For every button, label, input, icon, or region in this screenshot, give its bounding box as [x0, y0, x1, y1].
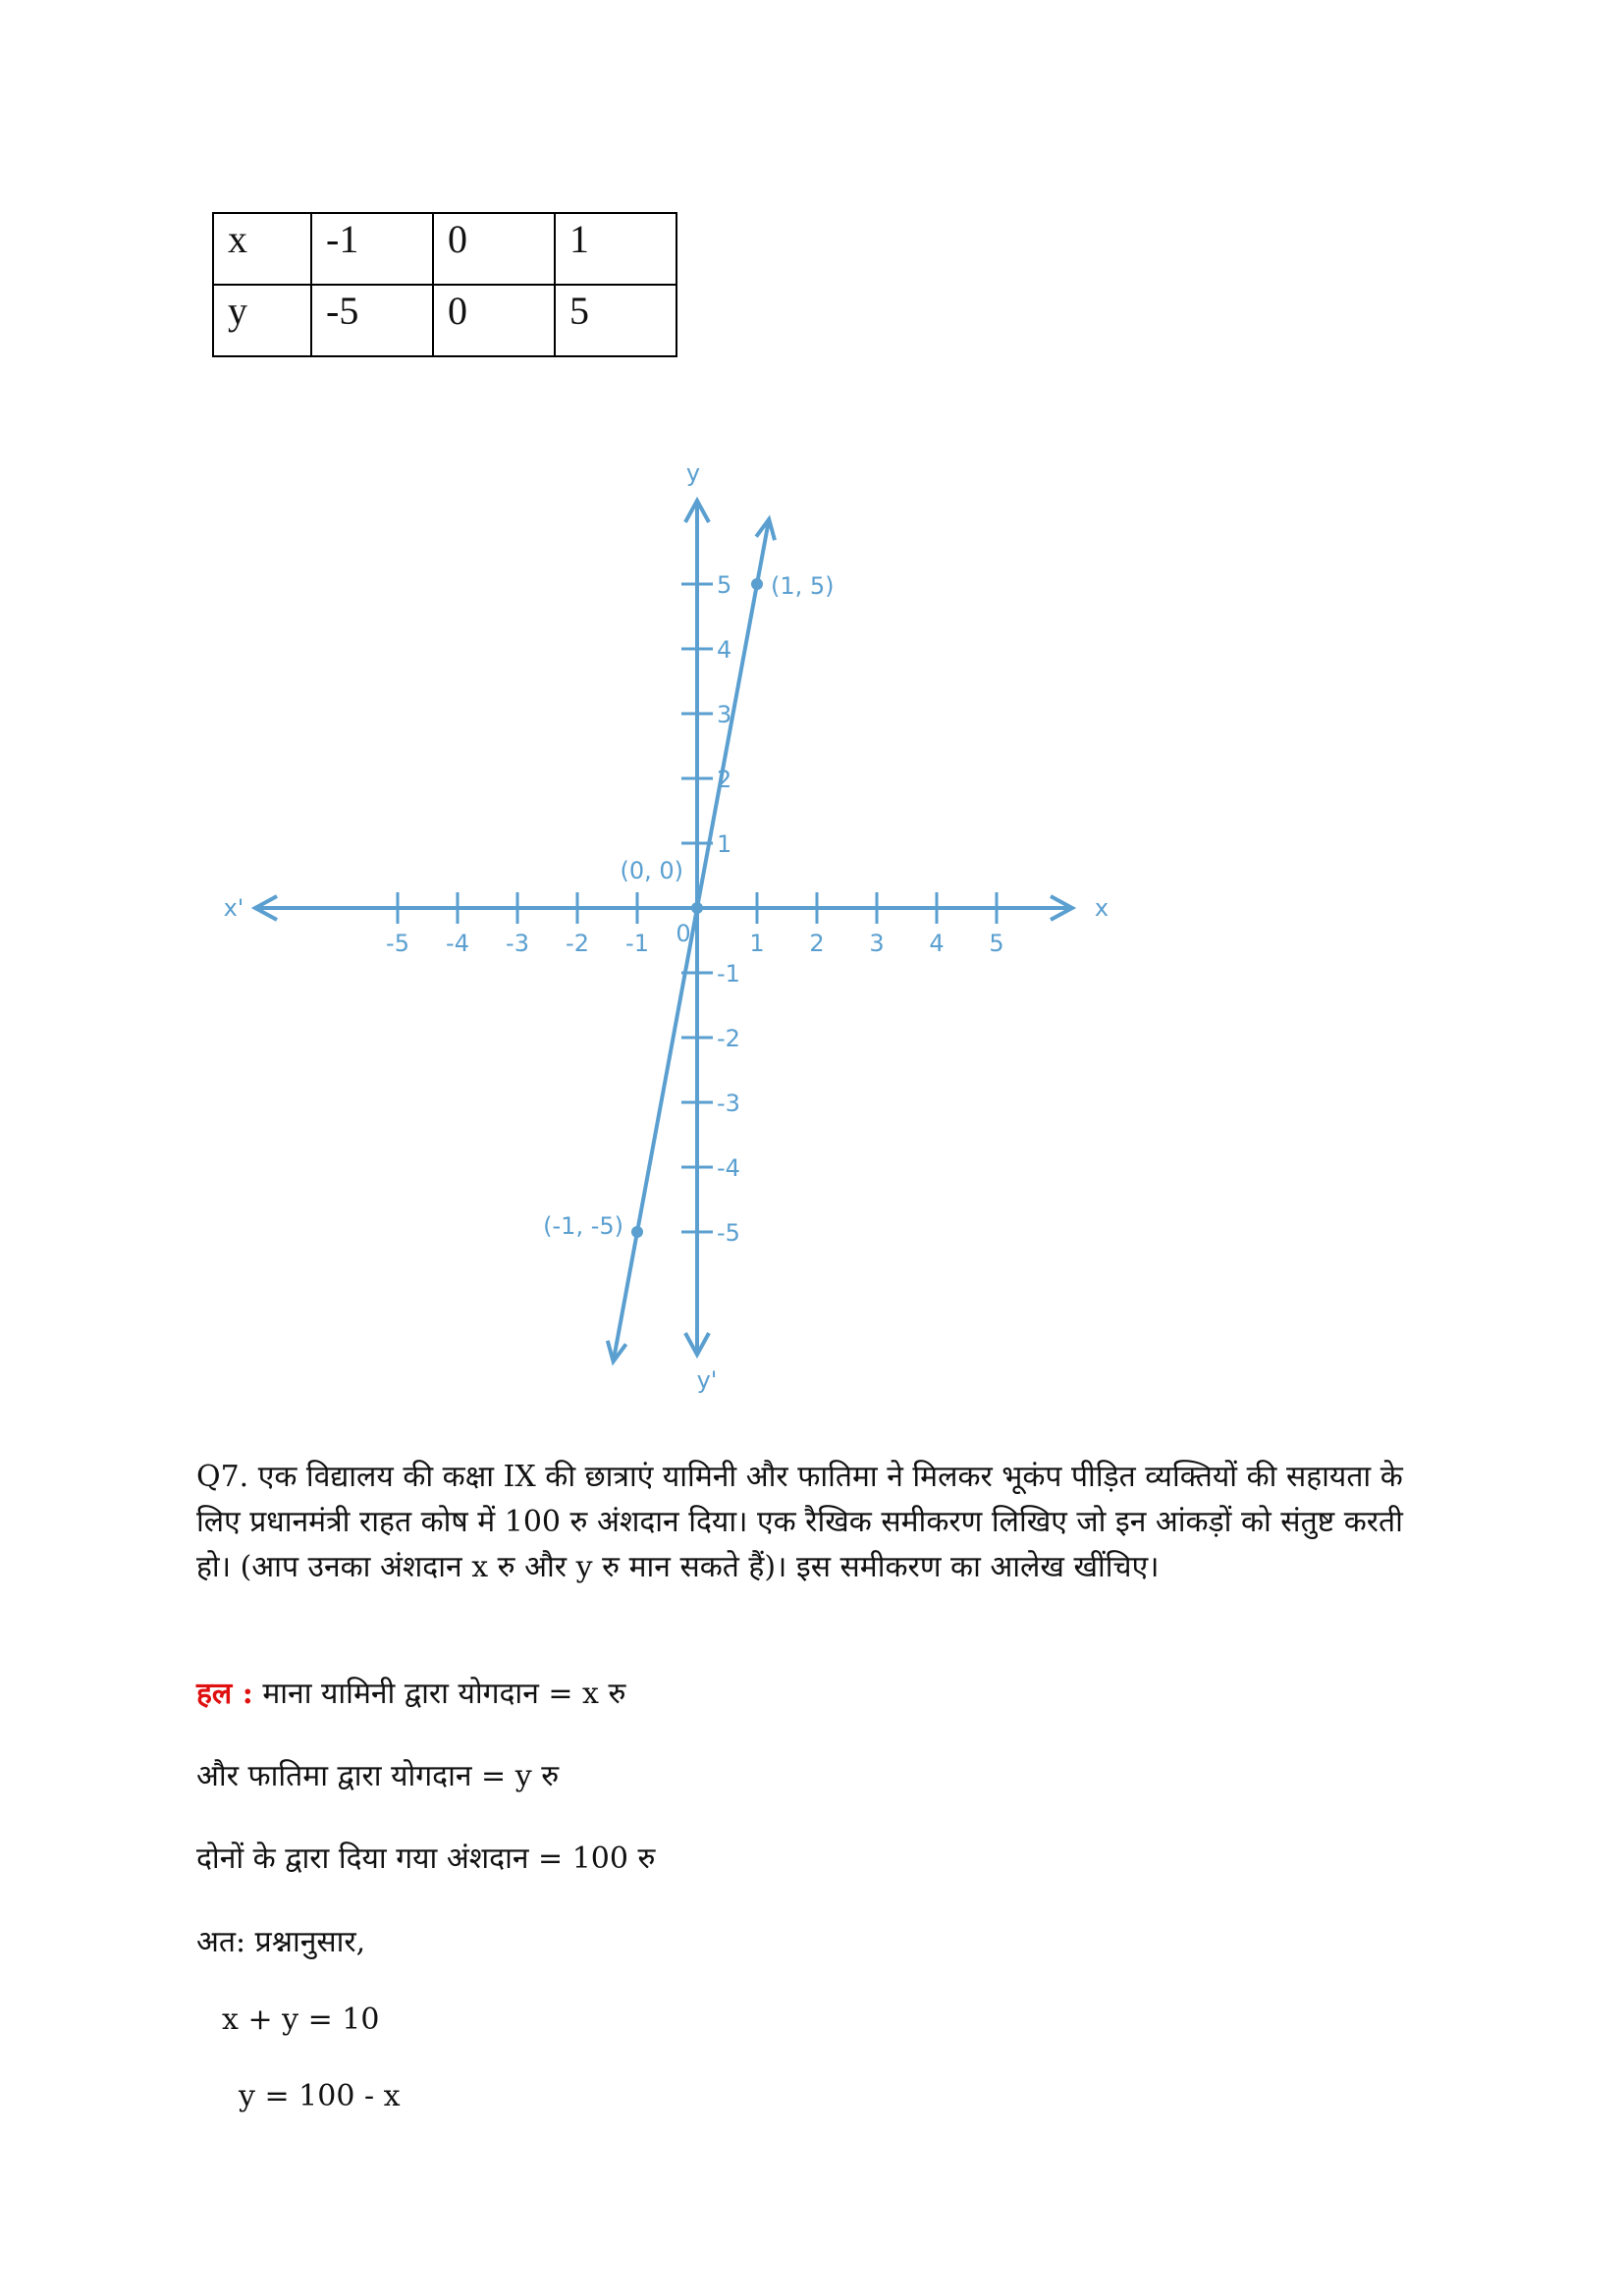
y-tick-label: 1 [717, 830, 732, 858]
table-row [213, 213, 676, 285]
table-cell: y [213, 285, 311, 356]
solution-line-3: दोनों के द्वारा दिया गया अंशदान = 100 रु [196, 1842, 656, 1876]
data-point [631, 1226, 643, 1238]
y-tick-label: 5 [717, 571, 732, 599]
y-tick-label: -4 [717, 1154, 740, 1182]
table-cell: x [213, 213, 311, 285]
x-tick-label: -2 [566, 930, 589, 957]
y-tick-label: -5 [717, 1219, 740, 1247]
x-tick-label: 5 [989, 930, 1004, 957]
solution-line-1 [196, 1673, 625, 1716]
y-tick-label: 4 [717, 636, 732, 664]
equation-1: x + y = 10 [222, 2002, 380, 2037]
point-label: (0, 0) [620, 857, 683, 884]
y-tick-label: -1 [717, 960, 740, 988]
table-row [213, 285, 676, 356]
values-table [212, 212, 677, 357]
y-tick-label: 2 [717, 766, 732, 793]
solution-label: हल : [196, 1677, 253, 1711]
point-label: (1, 5) [771, 572, 835, 600]
x-tick-label: -1 [625, 930, 649, 957]
point-label: (-1, -5) [543, 1212, 623, 1240]
solution-text-1: माना यामिनी द्वारा योगदान = x रु [262, 1677, 626, 1711]
line-graph [223, 432, 1129, 1414]
table-cell: -5 [311, 285, 433, 356]
solution-line-2: और फातिमा द्वारा योगदान = y रु [196, 1759, 560, 1793]
question-block [196, 1455, 1434, 1590]
x-tick-label: 1 [749, 930, 765, 957]
x-neg-axis-label: x' [223, 894, 244, 922]
table-cell: 5 [555, 285, 676, 356]
x-tick-label: -3 [506, 930, 529, 957]
data-point [691, 902, 703, 914]
x-axis-label: x [1094, 894, 1109, 922]
x-tick-label: 3 [869, 930, 885, 957]
y-tick-label: 3 [717, 701, 732, 728]
table-cell: 0 [433, 285, 555, 356]
y-neg-axis-label: y' [696, 1366, 718, 1394]
question-text: एक विद्यालय की कक्षा IX की छात्राएं यामिनी और फातिमा ने मिलकर भूकंप पीड़ित व्यक्तियों की सहायता के लिए प्रधानमंत्री राहत कोष में 100 रु अंशदान दिया। एक रैखिक समीकरण लिखिए जो इन आंकड़ों को संतुष्ट करती हो। (आप उनका अंशदान x रु और y रु मान सकते हैं)। इस समीकरण का आलेख खींचिए। [196, 1460, 1403, 1584]
origin-label: 0 [676, 920, 691, 947]
solution-line-4: अत: प्रश्नानुसार, [196, 1925, 366, 1959]
table-cell: -1 [311, 213, 433, 285]
table-cell: 1 [555, 213, 676, 285]
x-tick-label: 4 [929, 930, 945, 957]
table-cell: 0 [433, 213, 555, 285]
x-tick-label: -5 [386, 930, 409, 957]
y-tick-label: -3 [717, 1090, 740, 1117]
y-axis-label: y [685, 459, 701, 487]
y-tick-label: -2 [717, 1025, 740, 1052]
x-tick-label: 2 [809, 930, 825, 957]
equation-2: y = 100 - x [239, 2079, 401, 2113]
data-point [751, 578, 763, 590]
question-number: Q7. [196, 1460, 249, 1494]
x-tick-label: -4 [446, 930, 469, 957]
